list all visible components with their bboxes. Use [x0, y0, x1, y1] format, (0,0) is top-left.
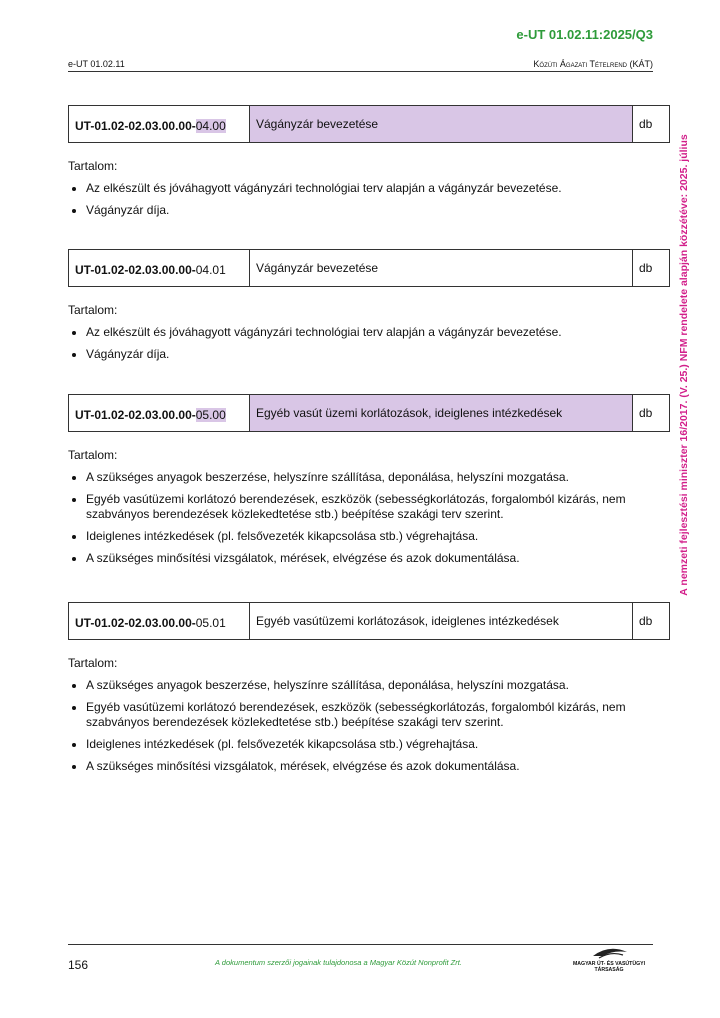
content-label: Tartalom:	[68, 303, 118, 317]
item-title: Vágányzár bevezetése	[250, 250, 633, 287]
footer-divider	[68, 944, 653, 945]
content-bullet: • Ideiglenes intézkedések (pl. felsővezeték kikapcsolása stb.) végrehajtása.	[86, 737, 670, 752]
item-code-suffix: 05.00	[195, 408, 226, 422]
item-unit: db	[633, 395, 670, 432]
header-right-text: Közúti Ágazati Tételrend (KÁT)	[533, 59, 653, 69]
item-code-table	[68, 105, 670, 143]
item-title: Egyéb vasút üzemi korlátozások, ideiglenes intézkedések	[250, 395, 633, 432]
item-code-prefix: UT-01.02-02.03.00.00-	[75, 408, 196, 422]
content-list	[68, 325, 670, 362]
side-note-text: A nemzeti fejlesztési miniszter 16/2017. (V. 25.) NFM rendelete alapján közzétéve: 2025. július	[678, 134, 690, 596]
item-unit: db	[633, 603, 670, 640]
item-code-cell	[69, 250, 250, 287]
content-bullet: • Ideiglenes intézkedések (pl. felsővezeték kikapcsolása stb.) végrehajtása.	[86, 529, 670, 544]
logo-text: MAGYAR ÚT- ÉS VASÚTÜGYI TÁRSASÁG	[572, 961, 646, 973]
content-label: Tartalom:	[68, 448, 118, 462]
content-bullet: • Az elkészült és jóváhagyott vágányzári technológiai terv alapján a vágányzár bevezetése.	[86, 325, 670, 340]
content-bullet: • Az elkészült és jóváhagyott vágányzári technológiai terv alapján a vágányzár bevezetése.	[86, 181, 670, 196]
item-code-prefix: UT-01.02-02.03.00.00-	[75, 119, 196, 133]
content-bullet: • Egyéb vasútüzemi korlátozó berendezések, eszközök (sebességkorlátozás, forgalomból kizárás, nem szabványos berendezések közlekedtetése stb.) beépítése szakági terv szerint.	[86, 700, 670, 730]
content-bullet: • Vágányzár díja.	[86, 203, 670, 218]
item-code-suffix: 04.01	[195, 263, 226, 277]
item-code-cell	[69, 603, 250, 640]
content-label: Tartalom:	[68, 656, 118, 670]
content-list	[68, 181, 670, 218]
side-note	[674, 100, 694, 630]
item-code-cell	[69, 395, 250, 432]
item-code-prefix: UT-01.02-02.03.00.00-	[75, 263, 196, 277]
item-block	[68, 394, 670, 573]
item-code-cell	[69, 106, 250, 143]
header-divider	[68, 71, 653, 72]
content-bullet: • Egyéb vasútüzemi korlátozó berendezések, eszközök (sebességkorlátozás, forgalomból kizárás, nem szabványos berendezések közlekedtetése stb.) beépítése szakági terv szerint.	[86, 492, 670, 522]
copyright-notice: A dokumentum szerzői jogainak tulajdonosa a Magyar Közút Nonprofit Zrt.	[215, 958, 462, 967]
item-block	[68, 249, 670, 369]
item-block	[68, 602, 670, 781]
item-code-table	[68, 602, 670, 640]
content-list	[68, 678, 670, 774]
item-block	[68, 105, 670, 225]
content-list	[68, 470, 670, 566]
item-code-table	[68, 394, 670, 432]
header-left-text: e-UT 01.02.11	[68, 59, 125, 69]
content-bullet: • A szükséges anyagok beszerzése, helyszínre szállítása, deponálása, helyszíni mozgatása.	[86, 678, 670, 693]
item-code-suffix: 05.01	[195, 616, 226, 630]
document-code: e-UT 01.02.11:2025/Q3	[516, 27, 653, 42]
item-title: Vágányzár bevezetése	[250, 106, 633, 143]
item-unit: db	[633, 106, 670, 143]
content-label: Tartalom:	[68, 159, 118, 173]
item-unit: db	[633, 250, 670, 287]
content-bullet: • A szükséges anyagok beszerzése, helyszínre szállítása, deponálása, helyszíni mozgatása.	[86, 470, 670, 485]
item-code-suffix: 04.00	[195, 119, 226, 133]
item-title: Egyéb vasútüzemi korlátozások, ideiglenes intézkedések	[250, 603, 633, 640]
item-code-prefix: UT-01.02-02.03.00.00-	[75, 616, 196, 630]
content-bullet: • Vágányzár díja.	[86, 347, 670, 362]
content-bullet: • A szükséges minősítési vizsgálatok, mérések, elvégzése és azok dokumentálása.	[86, 551, 670, 566]
content-bullet: • A szükséges minősítési vizsgálatok, mérések, elvégzése és azok dokumentálása.	[86, 759, 670, 774]
page-number: 156	[68, 958, 89, 972]
item-code-table	[68, 249, 670, 287]
